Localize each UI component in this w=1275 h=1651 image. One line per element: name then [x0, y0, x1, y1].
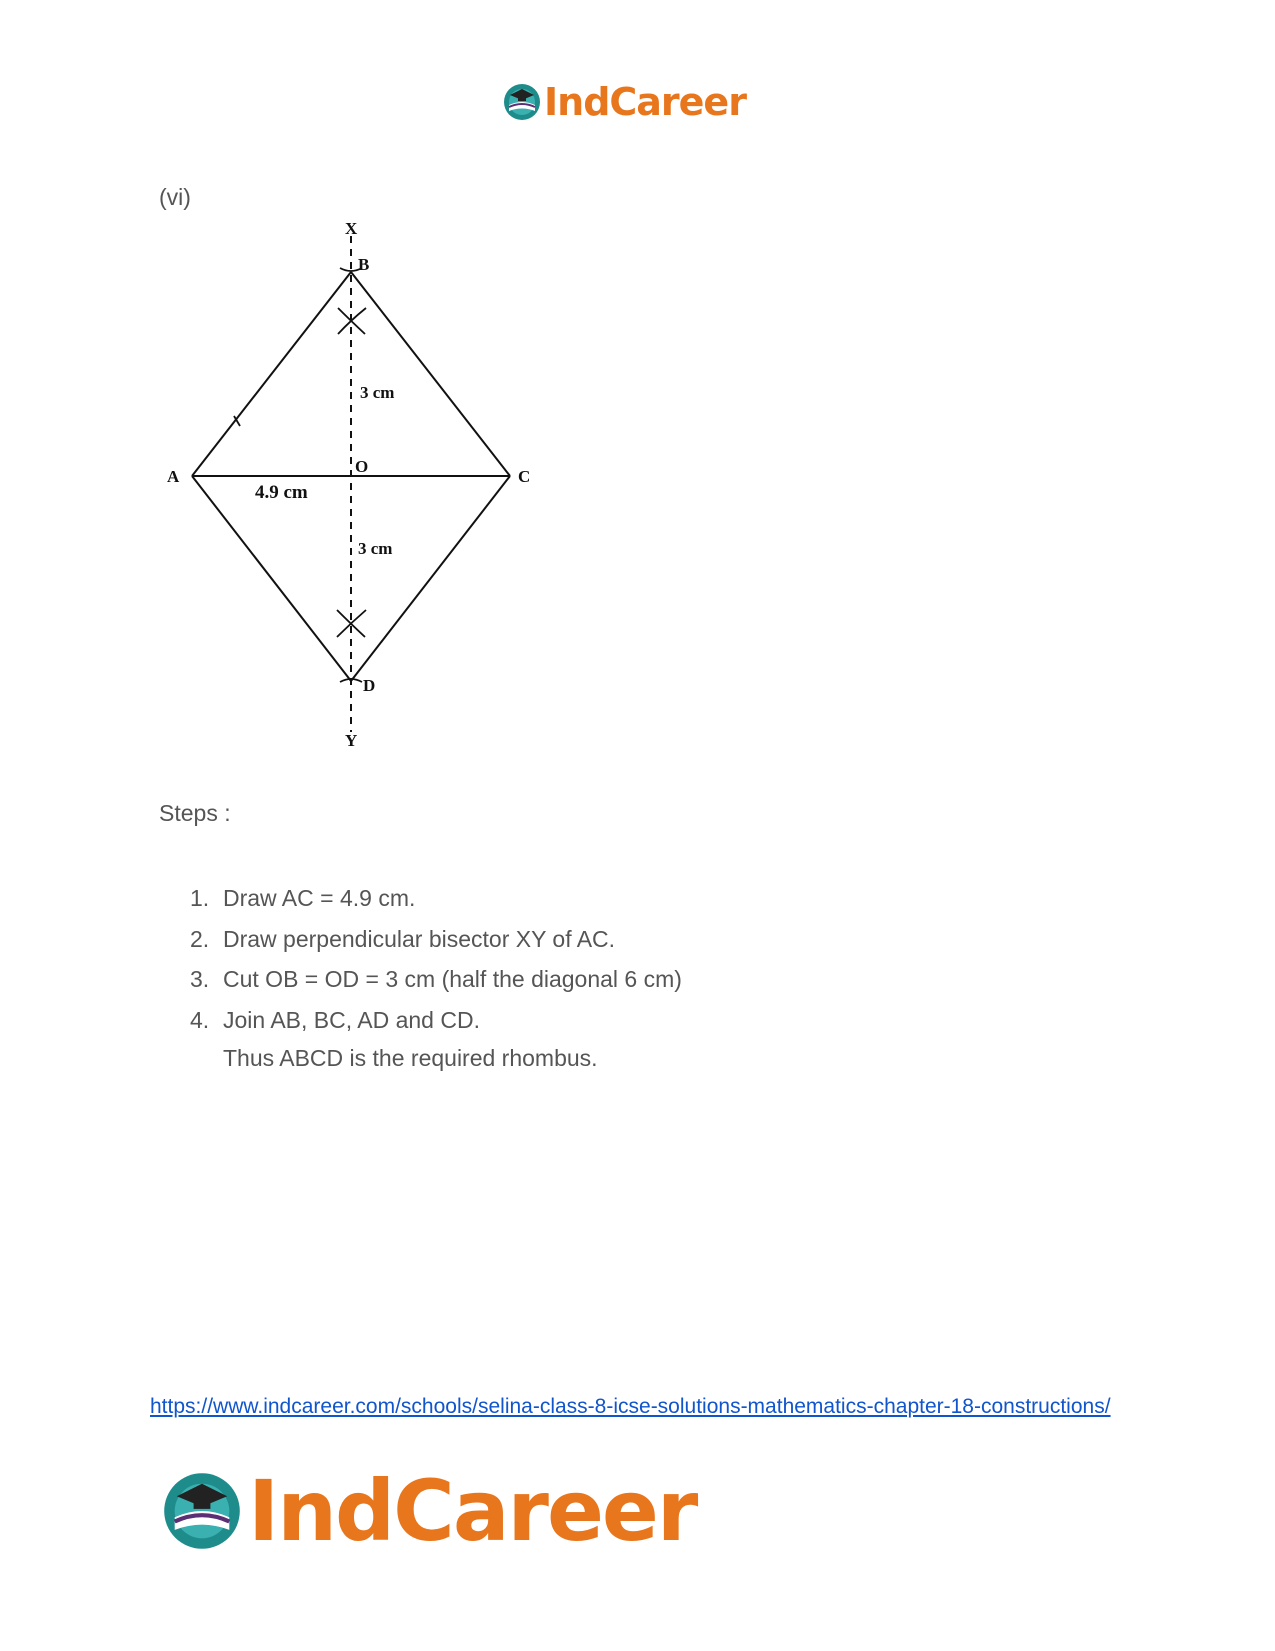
side-ad: [192, 476, 351, 681]
steps-list: [190, 878, 682, 1040]
step-item: [190, 919, 682, 960]
step-item: [190, 878, 682, 919]
side-bc: [351, 272, 510, 476]
step-text: Draw perpendicular bisector XY of AC.: [223, 925, 616, 952]
label-c: C: [518, 467, 531, 486]
step-number: 4.: [190, 1006, 210, 1033]
label-o: O: [355, 457, 369, 476]
measure-ob: 3 cm: [360, 383, 395, 402]
brand-logo-top: [502, 80, 746, 124]
step-number: 3.: [190, 966, 210, 992]
label-y: Y: [345, 731, 358, 750]
source-link[interactable]: https://www.indcareer.com/schools/selina-class-8-icse-solutions-mathematics-chapter-18-constructions/: [150, 1395, 1111, 1418]
rhombus-construction-diagram: [150, 220, 570, 760]
label-b: B: [358, 255, 370, 274]
steps-heading: Steps :: [159, 800, 231, 826]
label-a: A: [167, 467, 180, 486]
step-text: Cut OB = OD = 3 cm (half the diagonal 6 cm): [223, 966, 682, 992]
step-item: [190, 959, 682, 1000]
measure-ac: 4.9 cm: [255, 482, 308, 503]
brand-logo-bottom: [160, 1462, 696, 1560]
label-x: X: [345, 220, 358, 238]
measure-od: 3 cm: [358, 539, 393, 558]
side-cd: [351, 476, 510, 681]
step-text: Join AB, BC, AD and CD.: [223, 1006, 480, 1033]
brand-name: IndCareer: [248, 1462, 697, 1560]
label-d: D: [363, 676, 376, 695]
side-ab: [192, 272, 351, 476]
graduation-book-icon: [160, 1469, 244, 1553]
part-label: (vi): [159, 184, 191, 210]
brand-name: IndCareer: [544, 80, 746, 124]
conclusion-text: Thus ABCD is the required rhombus.: [223, 1045, 598, 1071]
step-item: [190, 1000, 682, 1041]
step-number: 1.: [190, 885, 210, 911]
graduation-book-icon: [502, 82, 542, 122]
step-text: Draw AC = 4.9 cm.: [223, 885, 416, 911]
step-number: 2.: [190, 925, 210, 952]
